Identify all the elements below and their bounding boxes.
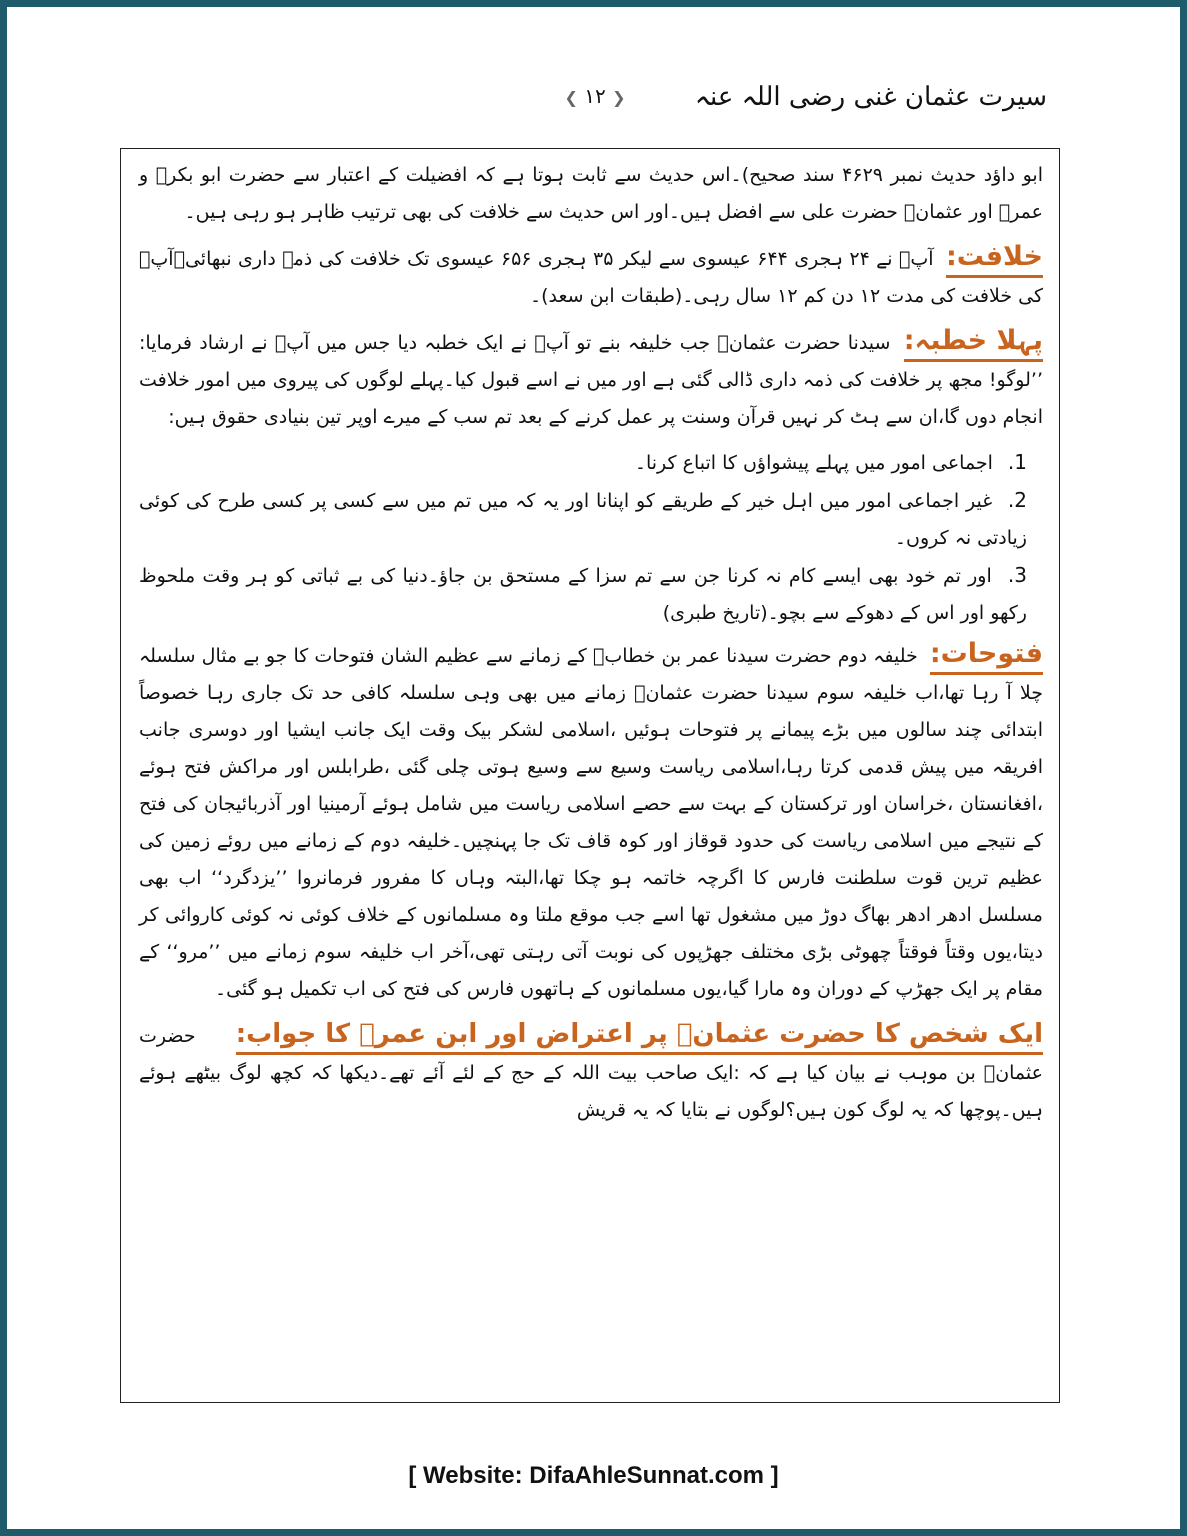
objection-heading: ایک شخص کا حضرت عثمانؓ پر اعتراض اور ابن عمرؓ کا جواب:: [236, 1016, 1043, 1055]
khutba-heading: پہلا خطبہ:: [904, 323, 1043, 362]
list-item: [139, 557, 1027, 632]
page-number: [555, 84, 635, 108]
left-ornament-icon: ❮: [564, 88, 578, 107]
rights-list: [139, 444, 1027, 632]
futuhat-heading: فتوحات:: [930, 636, 1043, 675]
khutba-text: سیدنا حضرت عثمانؓ جب خلیفہ بنے تو آپؓ نے ایک خطبہ دیا جس میں آپؓ نے ارشاد فرمایا: ’’لوگو! مجھ پر خلافت کی ذمہ داری ڈالی گئی ہے اور میں نے اسے قبول کیا۔پہلے لوگوں کی پیروی میں امور خلافت انجام دوں گا،ان سے ہٹ کر نہیں قرآن وسنت پر عمل کرنے کے بعد تم سب کے میرے اوپر تین بنیادی حقوق ہیں:: [139, 332, 1043, 428]
objection-section: [139, 1016, 1043, 1129]
right-ornament-icon: ❯: [612, 88, 626, 107]
futuhat-section: [139, 636, 1043, 1008]
page-number-value: ۱۲: [584, 84, 606, 108]
objection-text: حضرت عثمانؓ بن موہب نے بیان کیا ہے کہ :ایک صاحب بیت اللہ کے حج کے لئے آئے تھے۔دیکھا کہ کچھ لوگ بیٹھے ہوئے ہیں۔پوچھا کہ یہ لوگ کون ہیں؟لوگوں نے بتایا کہ یہ قریش: [139, 1025, 1043, 1121]
intro-paragraph: ابو داؤد حدیث نمبر ۴۶۲۹ سند صحیح)۔اس حدیث سے ثابت ہوتا ہے کہ افضیلت کے اعتبار سے حضرت ابو بکرؓ و عمرؓ اور عثمانؓ حضرت علی سے افضل ہیں۔اور اس حدیث سے خلافت کی بھی ترتیب ظاہر ہو رہی ہیں۔: [139, 164, 1043, 223]
website-footer: [ Website: DifaAhleSunnat.com ]: [408, 1462, 779, 1489]
list-item-number: 2.: [1007, 488, 1027, 512]
khutba-section: [139, 323, 1043, 436]
main-text: [139, 157, 1043, 1129]
list-item-text: اجماعی امور میں پہلے پیشواؤں کا اتباع کرنا۔: [634, 452, 993, 474]
list-item-number: 1.: [1007, 450, 1027, 474]
khilafat-heading: خلافت:: [946, 239, 1043, 278]
book-title: سیرت عثمان غنی رضی اللہ عنہ: [694, 82, 1047, 112]
list-item-text: غیر اجماعی امور میں اہل خیر کے طریقے کو اپنانا اور یہ کہ میں تم میں سے کسی پر کسی طرح کی کوئی زیادتی نہ کروں۔: [139, 490, 1027, 549]
khilafat-text: آپؓ نے ۲۴ ہجری ۶۴۴ عیسوی سے لیکر ۳۵ ہجری ۶۵۶ عیسوی تک خلافت کی ذمہ داری نبھائی۔آپؓ کی خلافت کی مدت ۱۲ دن کم ۱۲ سال رہی۔(طبقات ابن سعد)۔: [139, 248, 1043, 307]
content-box: [120, 148, 1060, 1403]
list-item-number: 3.: [1007, 563, 1027, 587]
khilafat-section: [139, 239, 1043, 315]
futuhat-text: خلیفہ دوم حضرت سیدنا عمر بن خطابؓ کے زمانے سے عظیم الشان فتوحات کا جو بے مثال سلسلہ چلا آ رہا تھا،اب خلیفہ سوم سیدنا حضرت عثمانؓ زمانے میں بھی وہی سلسلہ کافی حد تک جاری رہا خصوصاً ابتدائی چند سالوں میں بڑے پیمانے پر فتوحات ہوئیں ،اسلامی لشکر بیک وقت ایک جانب ایشیا اور دوسری جانب افریقہ میں پیش قدمی کرتا رہا،اسلامی ریاست وسیع سے وسیع ہوتی چلی گئی ،طرابلس اور مراکش فتح ہوئے ،افغانستان ،خراسان اور ترکستان کے بہت سے حصے اسلامی ریاست میں شامل ہوئے آرمینیا اور آذربائیجان کی فتح کے نتیجے میں اسلامی ریاست کی حدود قوقاز اور کوہ قاف تک جا پہنچیں۔خلیفہ دوم کے زمانے میں روئے زمین کی عظیم ترین قوت سلطنت فارس کا اگرچہ خاتمہ ہو چکا تھا،البتہ وہاں کا مفرور فرمانروا ’’یزدگرد‘‘ اب بھی مسلسل ادھر ادھر بھاگ دوڑ میں مشغول تھا اسے جب موقع ملتا وہ مسلمانوں کے خلاف کوئی نہ کوئی کاروائی کر دیتا،یوں وقتاً فوقتاً چھوٹی بڑی مختلف جھڑپوں کی نوبت آتی رہتی تھی،آخر اب خلیفہ سوم زمانے میں ’’مرو‘‘ کے مقام پر ایک جھڑپ کے دوران وہ مارا گیا،یوں مسلمانوں کے ہاتھوں فارس کی فتح کی اب تکمیل ہو گئی۔: [139, 645, 1044, 1000]
list-item: [139, 482, 1027, 557]
list-item: [139, 444, 1027, 482]
list-item-text: اور تم خود بھی ایسے کام نہ کرنا جن سے تم سزا کے مستحق بن جاؤ۔دنیا کی بے ثباتی کو ہر وقت ملحوظ رکھو اور اس کے دھوکے سے بچو۔(تاریخ طبری): [139, 565, 1027, 624]
